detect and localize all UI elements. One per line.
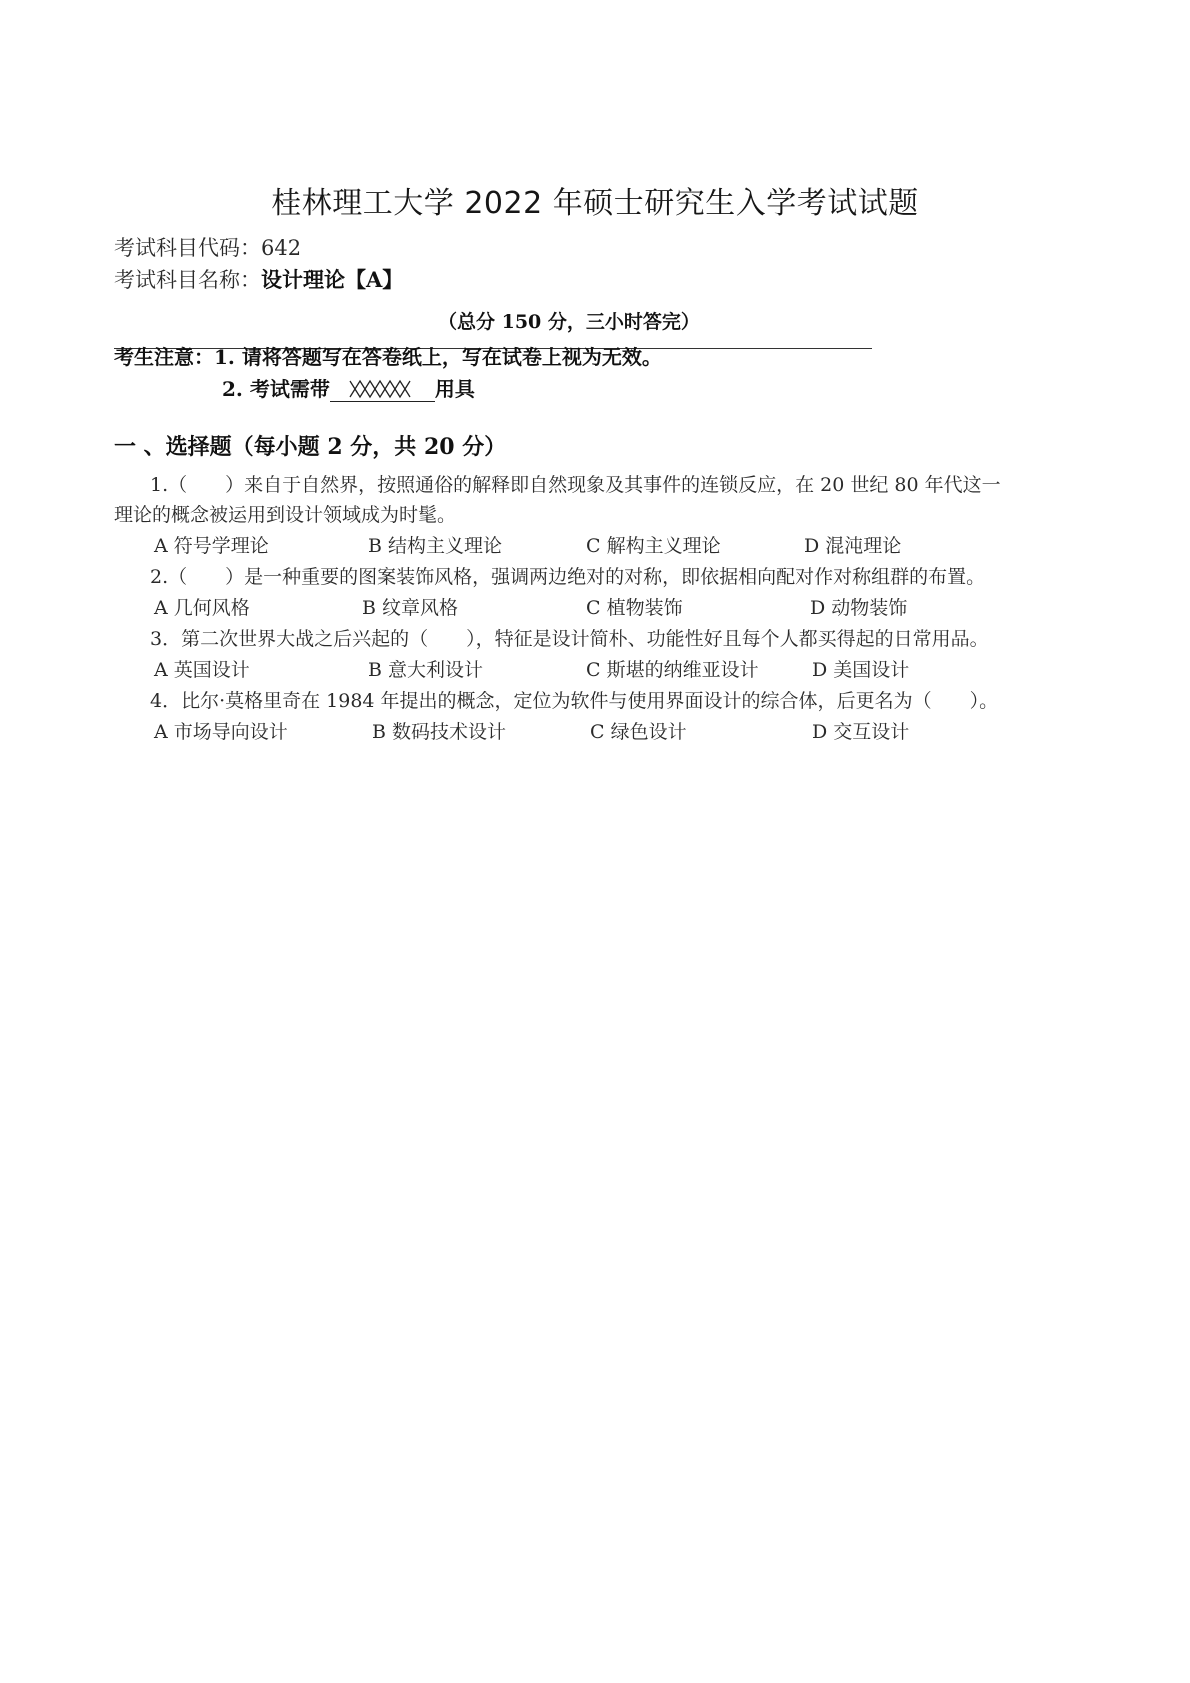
question-1-line-1: 1.（ ）来自于自然界，按照通俗的解释即自然现象及其事件的连锁反应，在 20 世纪 80 年代这一	[150, 474, 1001, 496]
question-4-option-d: D 交互设计	[812, 721, 910, 743]
question-2-option-b: B 纹章风格	[362, 597, 459, 619]
subject-name-line	[114, 264, 403, 294]
question-1-option-b: B 结构主义理论	[368, 535, 503, 557]
subject-name-value: 设计理论【A】	[261, 267, 404, 292]
question-3-option-a: A 英国设计	[154, 659, 250, 681]
question-2-option-d: D 动物装饰	[810, 597, 908, 619]
question-3-option-c: C 斯堪的纳维亚设计	[586, 659, 759, 681]
question-3-option-d: D 美国设计	[812, 659, 910, 681]
question-2-option-c: C 植物装饰	[586, 597, 683, 619]
question-1-line-2: 理论的概念被运用到设计领域成为时髦。	[114, 504, 457, 526]
subject-code-value: 642	[261, 236, 302, 260]
question-4-line-1: 4．比尔·莫格里奇在 1984 年提出的概念，定位为软件与使用界面设计的综合体，后更名为（ ）。	[150, 690, 999, 712]
question-4-option-c: C 绿色设计	[590, 721, 687, 743]
section-title: 一 、选择题（每小题 2 分，共 20 分）	[114, 434, 507, 460]
question-1-option-d: D 混沌理论	[804, 535, 902, 557]
question-4-option-a: A 市场导向设计	[154, 721, 288, 743]
notice-item-2-prefix: 2. 考试需带	[222, 377, 330, 401]
crossed-out-mark	[348, 379, 418, 399]
question-1-option-a: A 符号学理论	[154, 535, 269, 557]
notice-item-2-suffix: 用具	[434, 377, 475, 401]
notice-line-1	[114, 341, 662, 370]
subject-code-label: 考试科目代码：	[114, 236, 261, 260]
question-1-option-c: C 解构主义理论	[586, 535, 721, 557]
subject-code-line	[114, 232, 301, 262]
question-2-option-a: A 几何风格	[154, 597, 250, 619]
question-4-option-b: B 数码技术设计	[372, 721, 507, 743]
subject-name-label: 考试科目名称：	[114, 268, 261, 292]
notice-label: 考生注意：	[114, 345, 214, 369]
score-note: （总分 150 分，三小时答完）	[438, 311, 700, 333]
exam-title: 桂林理工大学 2022 年硕士研究生入学考试试题	[271, 186, 919, 221]
tools-blank	[330, 377, 435, 402]
question-3-option-b: B 意大利设计	[368, 659, 484, 681]
question-3-line-1: 3．第二次世界大战之后兴起的（ ），特征是设计简朴、功能性好且每个人都买得起的日常用品。	[150, 628, 989, 650]
notice-line-2	[222, 373, 475, 402]
notice-item-1: 1. 请将答题写在答卷纸上，写在试卷上视为无效。	[214, 345, 662, 369]
question-2-line-1: 2.（ ）是一种重要的图案装饰风格，强调两边绝对的对称，即依据相向配对作对称组群的布置。	[150, 566, 986, 588]
